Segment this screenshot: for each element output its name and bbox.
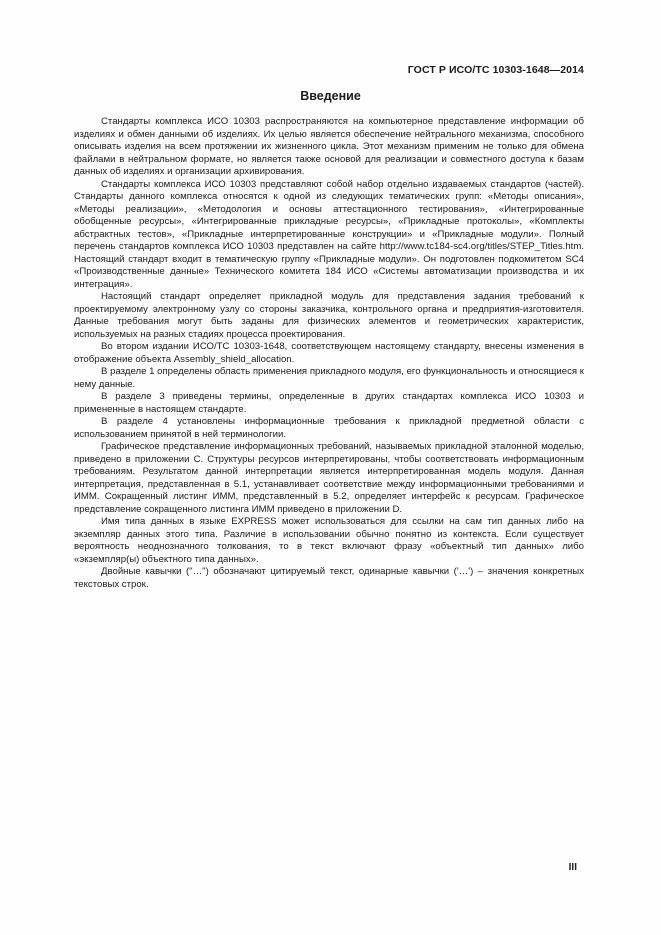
page-number: III: [568, 862, 577, 873]
paragraph: В разделе 4 установлены информационные требования к прикладной предметной области с использованием принятой в ней терминологии.: [74, 416, 584, 440]
body-text: [74, 116, 584, 591]
paragraph: Имя типа данных в языке EXPRESS может использоваться для ссылки на сам тип данных либо на экземпляр данных этого типа. Различие в использовании обычно понятно из контекста. Если существует вероятность неоднозначного толкования, то в текст включают фразу «объектный тип данных» либо «экземпляр(ы) объектного типа данных».: [74, 516, 584, 565]
paragraph: Стандарты комплекса ИСО 10303 представляют собой набор отдельно издаваемых стандартов (частей). Стандарты данного комплекса относятся к одной из следующих тематических групп: «Методы описания», «Методы реализации», «Методология и основы аттестационного тестирования», «Интегрированные обобщенные ресурсы», «Интегрированные прикладные ресурсы», «Прикладные протоколы», «Комплекты абстрактных тестов», «Прикладные интерпретированные конструкции» и «Прикладные модули». Полный перечень стандартов комплекса ИСО 10303 представлен на сайте http://www.tc184-sc4.org/titles/STEP_Titles.htm. Настоящий стандарт входит в тематическую группу «Прикладные модули». Он подготовлен подкомитетом SC4 «Производственные данные» Технического комитета 184 ИСО «Системы автоматизации производства и их интеграция».: [74, 178, 584, 290]
document-code: ГОСТ Р ИСО/ТС 10303-1648—2014: [407, 64, 584, 76]
paragraph: Двойные кавычки ("…") обозначают цитируемый текст, одинарные кавычки ('…') – значения конкретных текстовых строк.: [74, 566, 584, 590]
section-title: Введение: [300, 89, 361, 103]
paragraph: Настоящий стандарт определяет прикладной модуль для представления задания требований к проектируемому электронному узлу со стороны заказчика, контрольного органа и предприятия-изготовителя. Данные требования могут быть заданы для физических элементов и геометрических характеристик, используемых на разных стадиях процесса проектирования.: [74, 291, 584, 340]
paragraph: Стандарты комплекса ИСО 10303 распространяются на компьютерное представление информации об изделиях и обмен данными об изделиях. Их целью является обеспечение нейтрального механизма, способного описывать изделия на всем протяжении их жизненного цикла. Этот механизм применим не только для обмена файлами в нейтральном формате, но является также основой для реализации и совместного доступа к базам данных об изделиях и организации архивирования.: [74, 116, 584, 177]
paragraph: В разделе 3 приведены термины, определенные в других стандартах комплекса ИСО 10303 и примененные в настоящем стандарте.: [74, 391, 584, 415]
paragraph: В разделе 1 определены область применения прикладного модуля, его функциональность и относящиеся к нему данные.: [74, 366, 584, 390]
paragraph: Во втором издании ИСО/ТС 10303-1648, соответствующем настоящему стандарту, внесены изменения в отображение объекта Assembly_shield_allocation.: [74, 341, 584, 365]
paragraph: Графическое представление информационных требований, называемых прикладной эталонной моделью, приведено в приложении C. Структуры ресурсов интерпретированы, чтобы соответствовать информационным требованиям. Результатом данной интерпретации является интерпретированная модель модуля. Данная интерпретация, представленная в 5.1, устанавливает соответствие между информационными требованиями и ИММ. Сокращенный листинг ИММ, представленный в 5.2, определяет интерфейс к ресурсам. Графическое представление сокращенного листинга ИММ приведено в приложении D.: [74, 441, 584, 515]
